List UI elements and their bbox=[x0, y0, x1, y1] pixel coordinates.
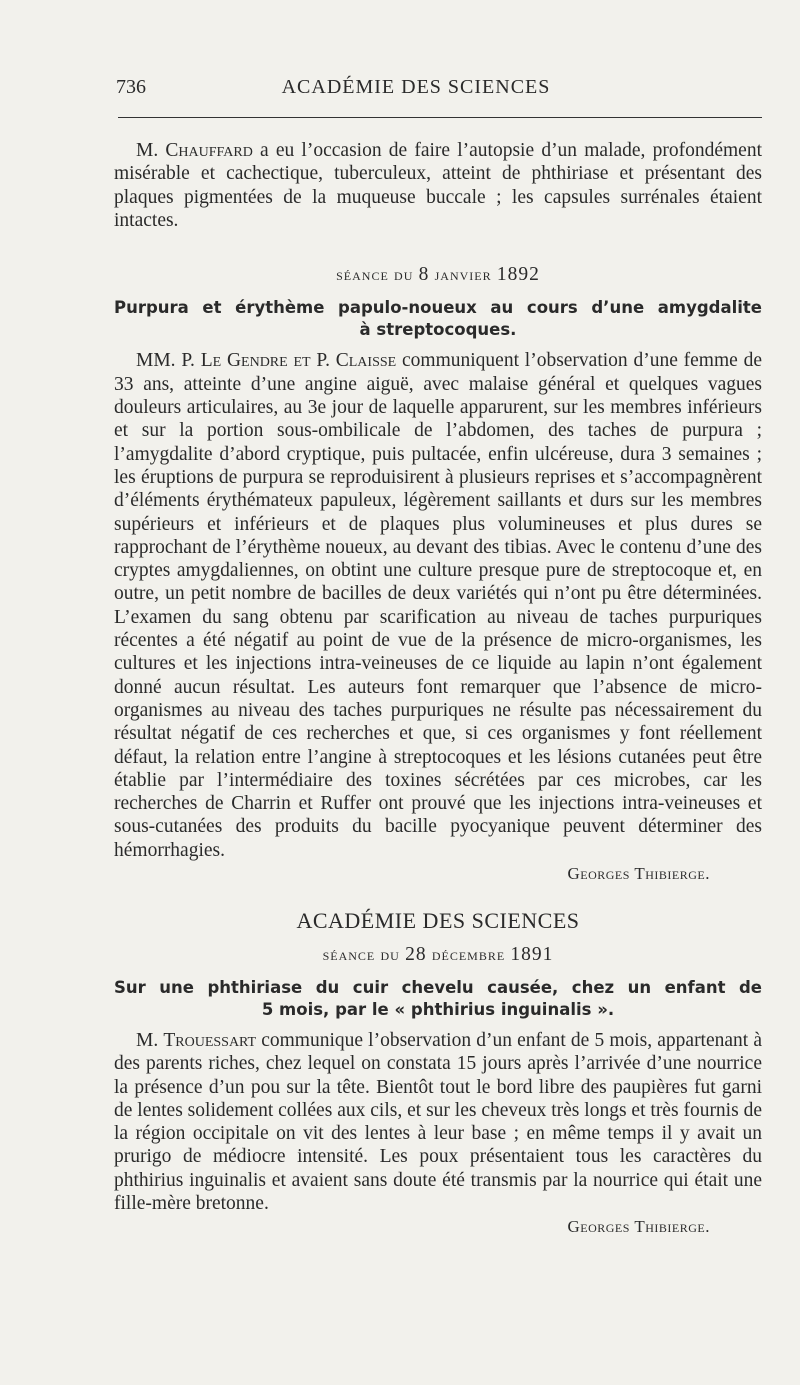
author-name-2: Claisse bbox=[335, 350, 397, 372]
section-heading: ACADÉMIE DES SCIENCES bbox=[296, 908, 580, 934]
running-title: ACADÉMIE DES SCIENCES bbox=[281, 76, 551, 98]
signature-1: Georges Thibierge. bbox=[567, 864, 710, 884]
author-name: Trouessart bbox=[163, 1029, 257, 1051]
signature-2: Georges Thibierge. bbox=[567, 1217, 710, 1237]
author-prefix: MM. P. bbox=[136, 350, 201, 372]
title-line-2: à streptocoques. bbox=[359, 320, 517, 340]
title-line-1: Sur une phthiriase du cuir chevelu causée, chez un enfant de bbox=[114, 977, 762, 997]
seance-month: décembre bbox=[431, 944, 506, 964]
title-line-2: 5 mois, par le « phthirius inguinalis ». bbox=[261, 999, 615, 1019]
author-conjunction: et bbox=[287, 350, 317, 372]
seance-heading-1 bbox=[114, 263, 762, 286]
author-initial: P. bbox=[316, 350, 336, 372]
header-rule bbox=[118, 117, 762, 118]
seance-month: janvier bbox=[434, 265, 492, 285]
author-name-1: Le Gendre bbox=[200, 350, 288, 372]
title-line-1: Purpura et érythème papulo-noueux au cours d’une amygdalite bbox=[114, 298, 762, 318]
author-name: M. Chauffard bbox=[136, 140, 253, 161]
seance-label: séance du bbox=[322, 944, 400, 964]
seance-day: 8 bbox=[418, 264, 430, 286]
article-title-1 bbox=[114, 297, 762, 341]
seance-year: 1892 bbox=[496, 264, 540, 286]
page-header bbox=[116, 76, 756, 106]
page-number: 736 bbox=[116, 76, 146, 98]
seance-year: 1891 bbox=[510, 943, 554, 965]
paragraph-chauffard bbox=[114, 139, 762, 232]
author-prefix: M. bbox=[136, 1029, 164, 1051]
paragraph-text: a eu l’occasion de faire l’autopsie d’un malade, profondément misérable et cachectique, tuberculeux, atteint de phthiriase et présentant des plaques pigmentées de la muqueuse buccale ; les capsules surrénales étaient intactes. bbox=[114, 140, 762, 231]
paragraph-text: communique l’observation d’un enfant de 5 mois, appartenant à des parents riches, chez lequel on constata 15 jours après l’arrivée d’une nourrice la présence d’un pou sur la tête. Bientôt tout le bord libre des paupières fut garni de lentes solidement collées aux cils, et sur les cheveux très longs et très fournis de la région occipitale on vit des lentes à leur base ; en même temps il y avait un prurigo de médiocre intensité. Les poux présentaient tous les caractères du phthirius inguinalis et avaient sans doute été transmis par la nourrice qui était une fille-mère bretonne. bbox=[114, 1029, 762, 1214]
paragraph-legendre bbox=[114, 349, 762, 862]
paragraph-trouessart bbox=[114, 1029, 762, 1215]
seance-heading-2 bbox=[114, 943, 762, 966]
article-body bbox=[114, 139, 762, 1239]
paragraph-text: communiquent l’observation d’une femme de 33 ans, atteinte d’une angine aiguë, avec malaise général et quelques vagues douleurs articulaires, au 3e jour de laquelle apparurent, sur les membres inférieurs et sur la portion sous-ombilicale de l’abdomen, des taches de purpura ; l’amygdalite d’abord cryptique, puis pultacée, enfin ulcéreuse, dura 3 semaines ; les éruptions de purpura se reproduisirent à plusieurs reprises et s’accompagnèrent d’éléments érythémateux papuleux, légèrement saillants et durs sur les membres supérieurs et inférieurs et de plaques plus volumineuses et plus dures se rapprochant de l’érythème noueux, au devant des tibias. Avec le contenu d’une des cryptes amygdaliennes, on obtint une culture presque pure de streptocoque et, en outre, un petit nombre de bacilles de deux variétés qui n’ont pu être déterminées. L’examen du sang obtenu par scarification au niveau de taches purpuriques récentes a été négatif au point de vue de la présence de micro-organismes, les cultures et les injections intra-veineuses de ce liquide au lapin n’ont également donné aucun résultat. Les auteurs font remarquer que l’absence de micro-organismes au niveau des taches purpuriques ne résulte pas nécessairement du résultat négatif de ces recherches et que, si ces organismes y font réellement défaut, la relation entre l’angine à streptocoques et les lésions cutanées peut être établie par l’intermédiaire des toxines sécrétées par ces microbes, car les recherches de Charrin et Ruffer ont prouvé que les injections intra-veineuses et sous-cutanées des produits du bacille pyocyanique peuvent déterminer des hémorrhagies. bbox=[114, 350, 762, 861]
seance-label: séance du bbox=[336, 265, 414, 285]
article-title-2 bbox=[114, 977, 762, 1021]
seance-day: 28 bbox=[405, 943, 427, 965]
